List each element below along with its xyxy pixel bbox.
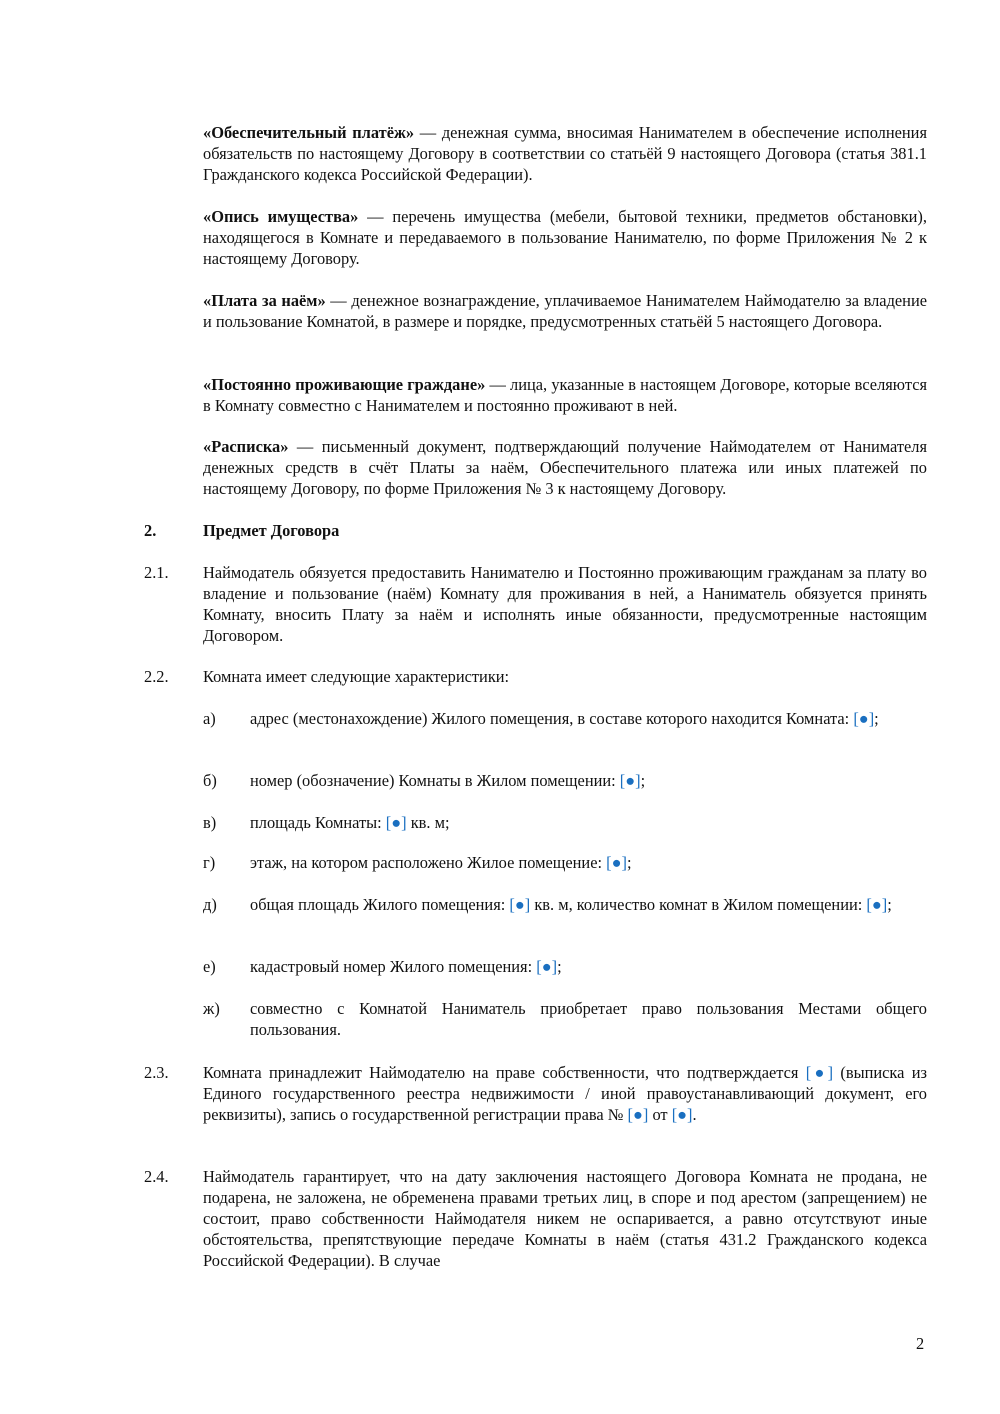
subitem-address: [250, 708, 927, 729]
subitem-text: этаж, на котором расположено Жилое помещение:: [250, 853, 607, 872]
definition-permanent-residents: [203, 374, 927, 416]
clause-text: Комната принадлежит Наймодателю на праве собственности, что подтверждается: [203, 1063, 806, 1082]
placeholder: [●]: [509, 895, 531, 914]
clause-2-2-text: Комната имеет следующие характеристики:: [203, 667, 510, 686]
subitem-label: д): [203, 895, 217, 914]
definition-security-deposit: [203, 122, 927, 185]
placeholder: [●]: [671, 1105, 693, 1124]
subitem-text: кв. м;: [406, 813, 450, 832]
clause-text: (выписка из Единого государственного реестра недвижимости / иной правоустанавливающий документ, его реквизиты), запись о государственной регистрации права №: [203, 1063, 927, 1124]
subitem-floor: [250, 852, 927, 873]
clause-text: .: [692, 1105, 697, 1124]
clause-2-1-text: Наймодатель обязуется предоставить Нанимателю и Постоянно проживающим гражданам за плату во владение и пользование (наём) Комнату для проживания в ней, а Наниматель обязуется принять Комнату, вносить Плату за наём и исполнять иные обязанности, предусмотренные настоящим Договором.: [203, 563, 927, 645]
subitem-label: г): [203, 853, 216, 872]
subitem-room-number: [250, 770, 927, 791]
subitem-text: ;: [640, 771, 646, 790]
clause-number: 2.4.: [144, 1167, 169, 1186]
definition-rent: [203, 290, 927, 332]
subitem-text: ;: [557, 957, 562, 976]
subitem-label: ж): [203, 999, 220, 1018]
definition-property-inventory: [203, 206, 927, 269]
clause-number: 2.2.: [144, 667, 169, 686]
subitem-label: в): [203, 813, 217, 832]
subitem-label: б): [203, 771, 217, 790]
placeholder: [●]: [853, 709, 875, 728]
definition-text: — денежное вознаграждение, уплачиваемое Нанимателем Наймодателю за владение и пользование Комнатой, в размере и порядке, предусмотренных статьёй 5 настоящего Договора.: [203, 291, 928, 331]
subitem-label: а): [203, 709, 216, 728]
subitem-text: кв. м, количество комнат в Жилом помещении:: [530, 895, 867, 914]
subitem-text: ;: [874, 709, 879, 728]
subitem-text: кадастровый номер Жилого помещения:: [250, 957, 537, 976]
subitem-text: ;: [626, 853, 632, 872]
definition-term: «Постоянно проживающие граждане»: [203, 375, 486, 394]
clause-text: от: [648, 1105, 672, 1124]
definition-term: «Плата за наём»: [203, 291, 326, 310]
clause-number: 2.1.: [144, 563, 169, 582]
definition-term: «Опись имущества»: [203, 207, 359, 226]
section-title: Предмет Договора: [203, 521, 340, 540]
definition-term: «Расписка»: [203, 437, 289, 456]
subitem-room-area: [250, 812, 927, 833]
subitem-common-areas: совместно с Комнатой Наниматель приобретает право пользования Местами общего пользования.: [250, 999, 927, 1039]
definition-text: — лица, указанные в настоящем Договоре, которые вселяются в Комнату совместно с Нанимателем и постоянно проживают в ней.: [203, 375, 928, 415]
clause-number: 2.3.: [144, 1063, 169, 1082]
clause-2-3-text: [203, 1062, 927, 1125]
subitem-cadastral-number: [250, 956, 927, 977]
subitem-label: е): [203, 957, 216, 976]
placeholder: [●]: [627, 1105, 649, 1124]
subitem-text: площадь Комнаты:: [250, 813, 386, 832]
subitem-total-area: [250, 894, 927, 915]
definition-text: — письменный документ, подтверждающий получение Наймодателем от Нанимателя денежных средств в счёт Платы за наём, Обеспечительного платежа или иных платежей по настоящему Договору, по форме Приложения № 3 к настоящему Договору.: [203, 437, 927, 498]
placeholder: [●]: [536, 957, 558, 976]
definition-text: — денежная сумма, вносимая Нанимателем в обеспечение исполнения обязательств по настоящему Договору в соответствии со статьёй 9 настоящего Договора (статья 381.1 Гражданского кодекса Российской Федерации).: [203, 123, 927, 184]
subitem-text: адрес (местонахождение) Жилого помещения, в составе которого находится Комната:: [250, 709, 854, 728]
subitem-text: ;: [887, 895, 892, 914]
page-number: 2: [916, 1334, 925, 1353]
section-number: 2.: [144, 521, 157, 540]
placeholder: [●]: [866, 895, 888, 914]
placeholder: [●]: [385, 813, 407, 832]
placeholder: [●]: [619, 771, 641, 790]
definition-receipt: [203, 436, 927, 499]
subitem-text: общая площадь Жилого помещения:: [250, 895, 510, 914]
placeholder: [●]: [606, 853, 627, 872]
placeholder: [●]: [805, 1063, 834, 1082]
definition-term: «Обеспечительный платёж»: [203, 123, 415, 142]
clause-2-4-text: Наймодатель гарантирует, что на дату заключения настоящего Договора Комната не продана, не подарена, не заложена, не обременена правами третьих лиц, в споре и под арестом (запрещением) не состоит, право собственности Наймодателя никем не оспаривается, а равно отсутствуют иные обстоятельства, препятствующие передаче Комнаты в наём (статья 431.2 Гражданского кодекса Российской Федерации). В случае: [203, 1167, 927, 1270]
definition-text: — перечень имущества (мебели, бытовой техники, предметов обстановки), находящегося в Комнате и передаваемого в пользование Нанимателю, по форме Приложения № 2 к настоящему Договору.: [203, 207, 927, 268]
subitem-text: номер (обозначение) Комнаты в Жилом помещении:: [250, 771, 620, 790]
